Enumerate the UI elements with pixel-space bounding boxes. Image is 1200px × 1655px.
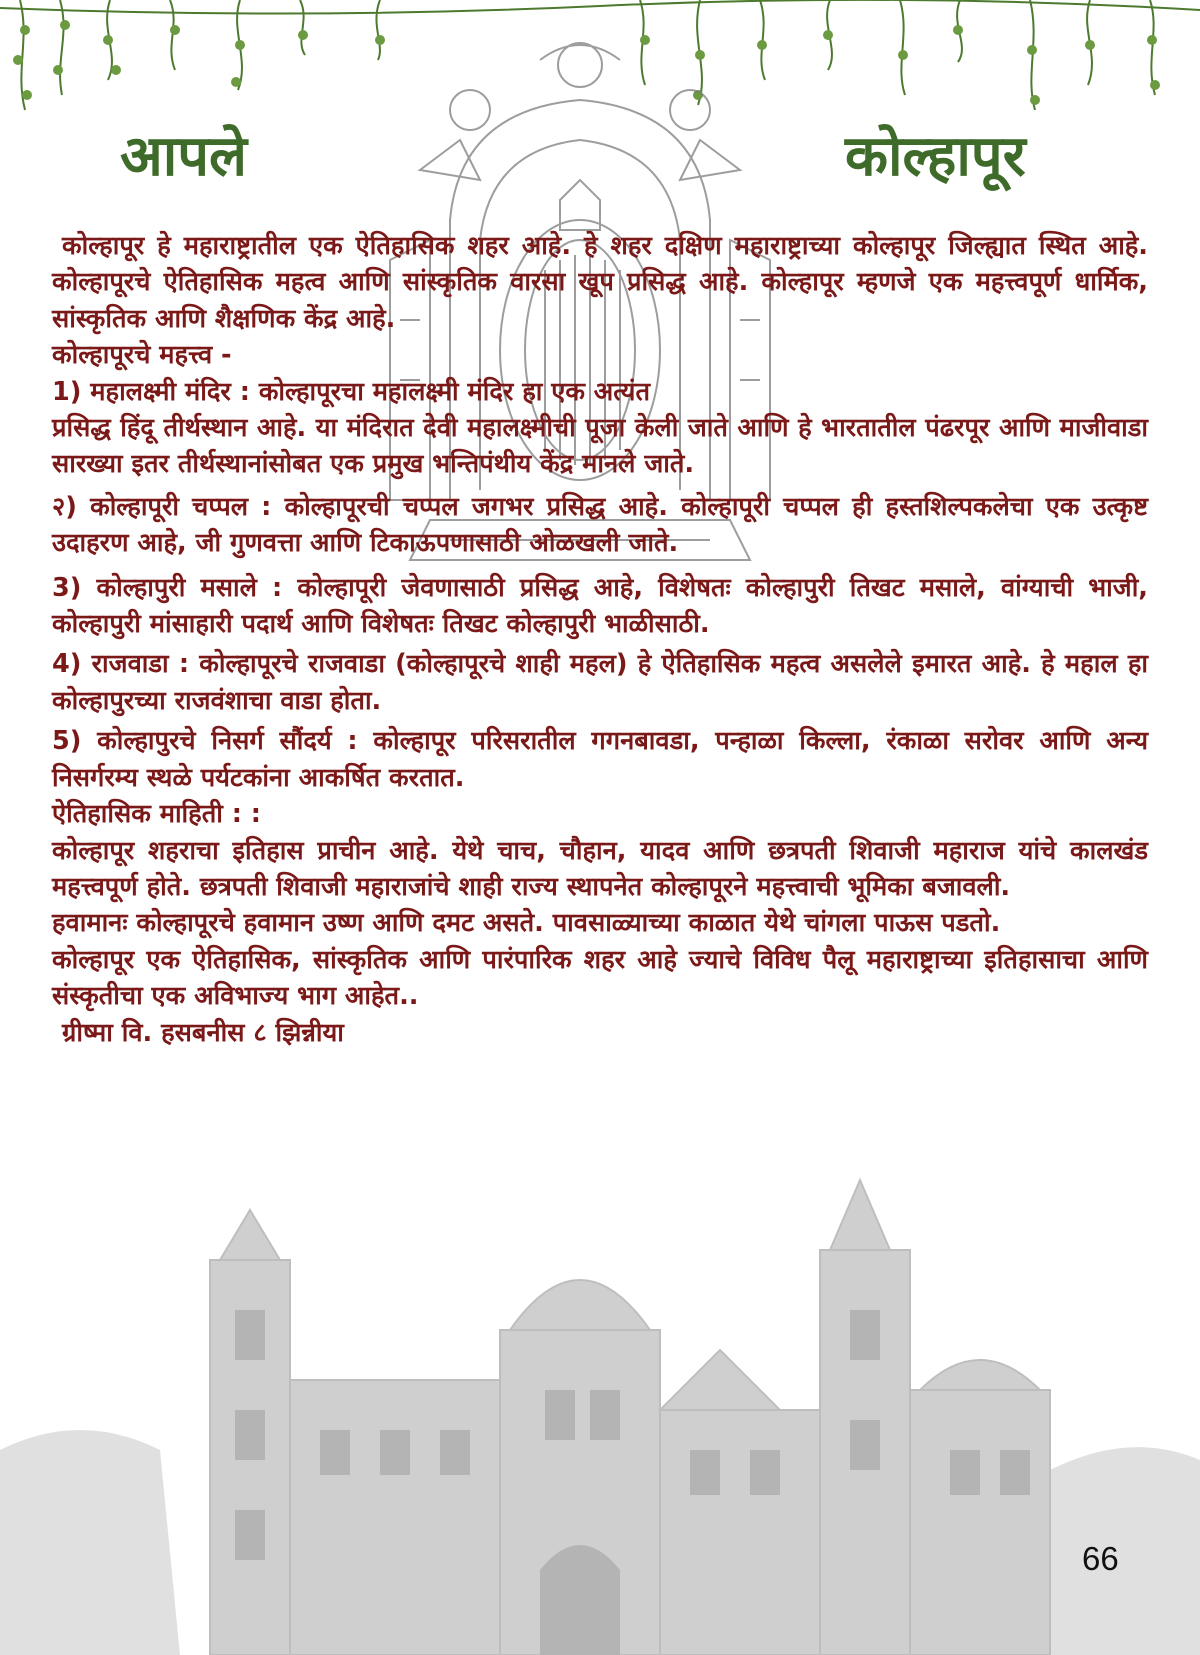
point-5-paragraph: 5) कोल्हापुरचे निसर्ग सौंदर्य : कोल्हापूर परिसरातील गगनबावडा, पन्हाळा किल्ला, रंकाळा सरोवर आणि अन्य निसर्गरम्य स्थळे पर्यटकांना आकर्षित करतात. — [52, 726, 1148, 793]
title-kolhapur: कोल्हापूर — [845, 124, 1026, 189]
importance-heading: कोल्हापूरचे महत्त्व - — [52, 340, 232, 371]
point-3-paragraph: 3) कोल्हापुरी मसाले : कोल्हापूरी जेवणासाठी प्रसिद्ध आहे, विशेषतः कोल्हापुरी तिखट मसाले, वांग्याची भाजी, कोल्हापुरी मांसाहारी पदार्थ आणि विशेषतः तिखट कोल्हापुरी भाळीसाठी. — [52, 572, 1148, 640]
palace-sketch-illustration — [0, 1150, 1200, 1655]
climate-paragraph: हवामानः कोल्हापूरचे हवामान उष्ण आणि दमट असते. पावसाळ्याच्या काळात येथे चांगला पाऊस पडतो. — [52, 908, 1001, 939]
point-1-heading: 1) महालक्ष्मी मंदिर : कोल्हापूरचा महालक्ष्मी मंदिर हा एक अत्यंत — [52, 376, 650, 407]
point-2-paragraph: २) कोल्हापूरी चप्पल : कोल्हापूरची चप्पल जगभर प्रसिद्ध आहे. कोल्हापूरी चप्पल ही हस्तशिल्पकलेचा एक उत्कृष्ट उदाहरण आहे, जी गुणवत्ता आणि टिकाऊपणासाठी ओळखली जाते. — [52, 491, 1148, 559]
article-body — [52, 228, 1148, 1051]
intro-paragraph: कोल्हापूर हे महाराष्ट्रातील एक ऐतिहासिक शहर आहे. हे शहर दक्षिण महाराष्ट्राच्या कोल्हापूर जिल्ह्यात स्थित आहे. कोल्हापूरचे ऐतिहासिक महत्व आणि सांस्कृतिक वारसा खूप प्रसिद्ध आहे. कोल्हापूर म्हणजे एक महत्त्वपूर्ण धार्मिक, सांस्कृतिक आणि शैक्षणिक केंद्र आहे. — [52, 231, 1148, 334]
history-paragraph: कोल्हापूर शहराचा इतिहास प्राचीन आहे. येथे चाच, चौहान, यादव आणि छत्रपती शिवाजी महाराज यांचे कालखंड महत्त्वपूर्ण होते. छत्रपती शिवाजी महाराजांचे शाही राज्य स्थापनेत कोल्हापूरने महत्त्वाची भूमिका बजावली. — [52, 835, 1148, 902]
conclusion-paragraph: कोल्हापूर एक ऐतिहासिक, सांस्कृतिक आणि पारंपारिक शहर आहे ज्याचे विविध पैलू महाराष्ट्राच्या इतिहासाचा आणि संस्कृतीचा एक अविभाज्य भाग आहेत.. — [52, 944, 1148, 1012]
title-apale: आपले — [120, 124, 248, 189]
history-heading: ऐतिहासिक माहिती : : — [52, 799, 261, 830]
point-1-body: प्रसिद्ध हिंदू तीर्थस्थान आहे. या मंदिरात देवी महालक्ष्मीची पूजा केली जाते आणि हे भारतातील पंढरपूर आणि माजीवाडा सारख्या इतर तीर्थस्थानांसोबत एक प्रमुख भन्तिपंथीय केंद्र मानले जाते. — [52, 413, 1148, 480]
point-4-paragraph: 4) राजवाडा : कोल्हापूरचे राजवाडा (कोल्हापूरचे शाही महल) हे ऐतिहासिक महत्व असलेले इमारत आहे. हे महाल हा कोल्हापुरच्या राजवंशाचा वाडा होता. — [52, 649, 1148, 716]
page-number: 66 — [1082, 1540, 1119, 1577]
author-credit: ग्रीष्मा वि. हसबनीस ८ झिन्नीया — [62, 1017, 344, 1048]
